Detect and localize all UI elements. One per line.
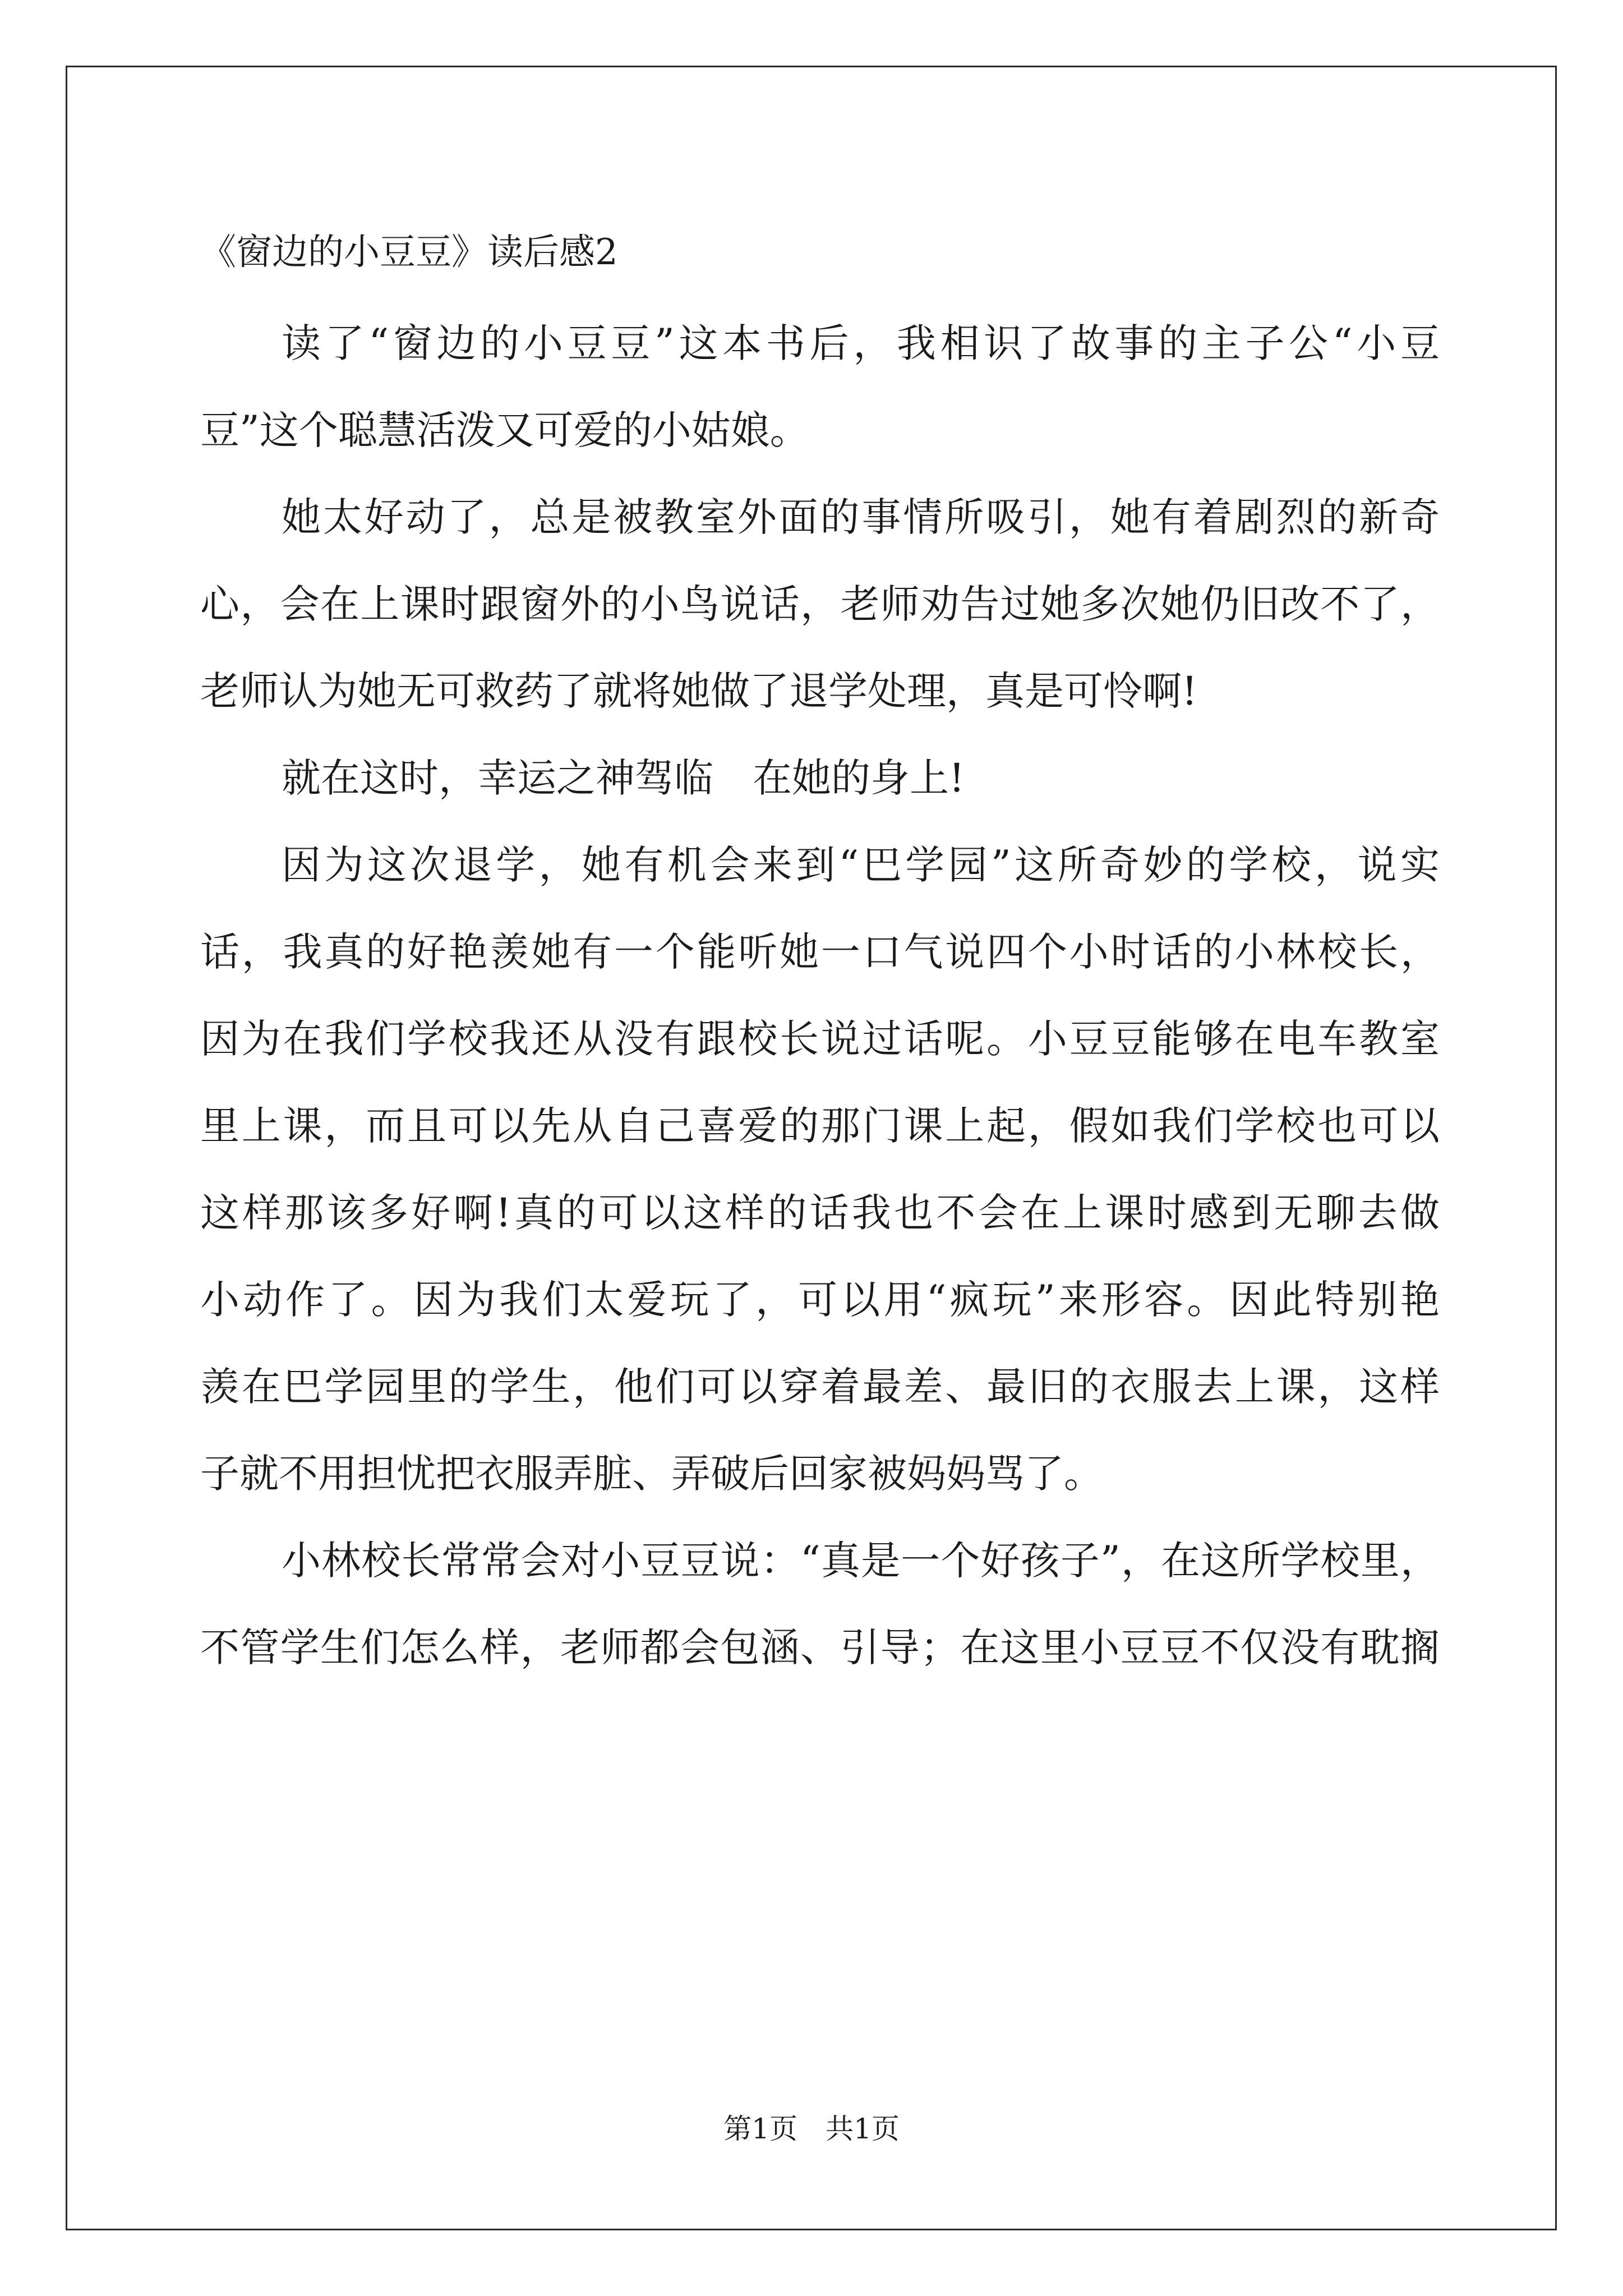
page-number-footer: 第1页 共1页 xyxy=(723,2113,900,2145)
paragraph-3 xyxy=(200,735,1440,822)
paragraph-1 xyxy=(200,300,1440,474)
text-line: 小林校长常常会对小豆豆说：“真是一个好孩子”，在这所学校里， xyxy=(282,1538,1440,1584)
text-line: 老师认为她无可救药了就将她做了退学处理，真是可怜啊! xyxy=(200,668,1198,714)
text-line: 里上课，而且可以先从自己喜爱的那门课上起，假如我们学校也可以 xyxy=(200,1103,1440,1149)
paragraph-5 xyxy=(200,1517,1440,1691)
text-line: 小动作了。因为我们太爱玩了，可以用“疯玩”来形容。因此特别艳 xyxy=(200,1277,1440,1323)
document-body xyxy=(200,216,1440,1691)
text-line: 不管学生们怎么样，老师都会包涵、引导；在这里小豆豆不仅没有耽搁 xyxy=(200,1625,1440,1671)
paragraph-4 xyxy=(200,822,1440,1517)
text-line: 就在这时，幸运之神驾临 在她的身上! xyxy=(282,755,965,801)
text-line: 子就不用担忧把衣服弄脏、弄破后回家被妈妈骂了。 xyxy=(200,1451,1103,1497)
text-line: 话，我真的好艳羡她有一个能听她一口气说四个小时话的小林校长， xyxy=(200,929,1440,975)
text-line: 读了“窗边的小豆豆”这本书后，我相识了故事的主子公“小豆 xyxy=(282,320,1440,366)
paragraph-2 xyxy=(200,474,1440,735)
document-title: 《窗边的小豆豆》读后感2 xyxy=(200,232,618,273)
text-line: 这样那该多好啊!真的可以这样的话我也不会在上课时感到无聊去做 xyxy=(200,1190,1440,1236)
text-line: 因为在我们学校我还从没有跟校长说过话呢。小豆豆能够在电车教室 xyxy=(200,1016,1440,1062)
text-line: 豆”这个聪慧活泼又可爱的小姑娘。 xyxy=(200,407,809,453)
text-line: 因为这次退学，她有机会来到“巴学园”这所奇妙的学校，说实 xyxy=(282,842,1440,888)
text-line: 心，会在上课时跟窗外的小鸟说话，老师劝告过她多次她仍旧改不了， xyxy=(200,581,1440,627)
text-line: 羡在巴学园里的学生，他们可以穿着最差、最旧的衣服去上课，这样 xyxy=(200,1364,1440,1410)
text-line: 她太好动了，总是被教室外面的事情所吸引，她有着剧烈的新奇 xyxy=(282,494,1440,540)
